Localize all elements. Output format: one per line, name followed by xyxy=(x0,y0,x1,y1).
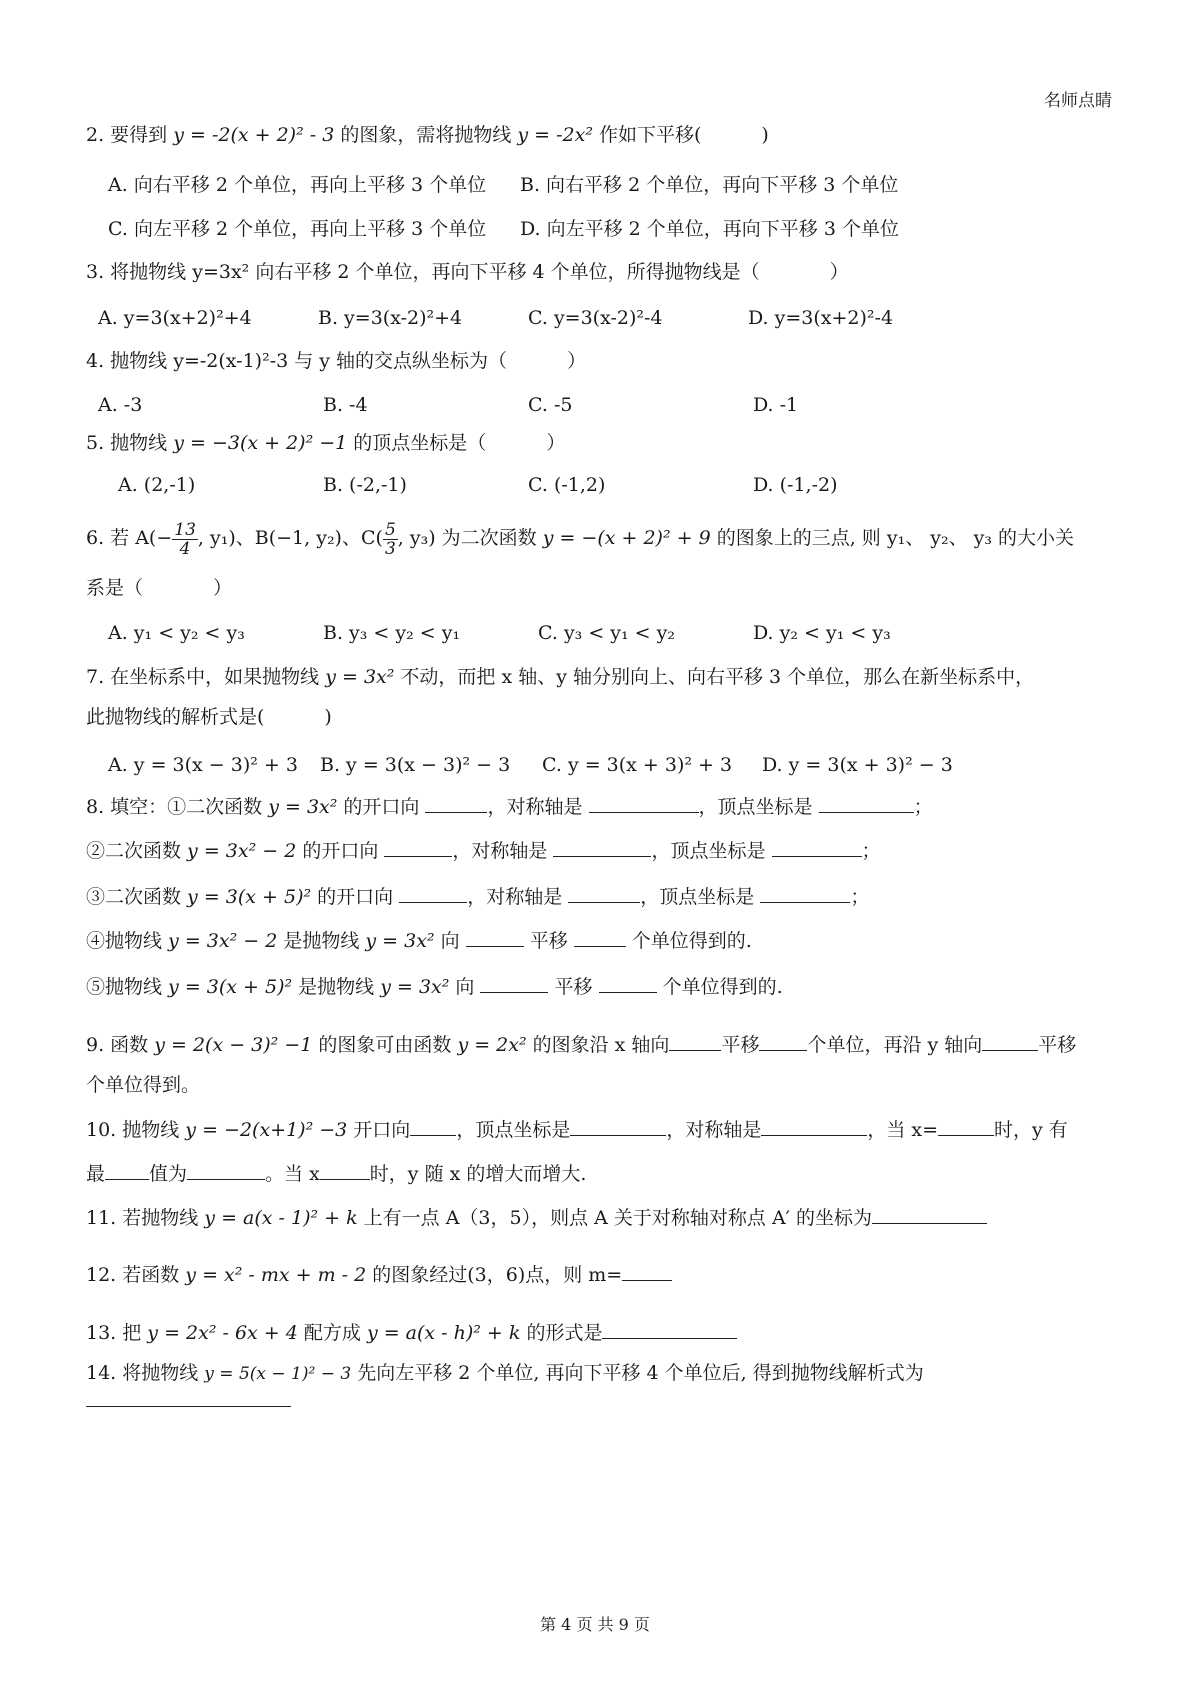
option-c: C. -5 xyxy=(528,394,573,416)
question-8-line3: ③二次函数 y = 3(x + 5)² 的开口向 ，对称轴是 ，顶点坐标是 ； xyxy=(86,886,870,908)
option-b: B. (-2,-1) xyxy=(323,474,407,496)
page-footer: 第 4 页 共 9 页 xyxy=(540,1615,650,1634)
answer-blank[interactable] xyxy=(602,1320,737,1339)
answer-blank[interactable] xyxy=(938,1117,994,1136)
answer-blank[interactable] xyxy=(410,1117,456,1136)
answer-blank[interactable] xyxy=(187,1161,265,1180)
question-4-options xyxy=(98,390,798,420)
fraction-13-4: $\frac{13}{4}$ xyxy=(174,519,196,559)
answer-blank[interactable] xyxy=(105,1161,149,1180)
question-3-options xyxy=(98,303,893,333)
question-12: 12. 若函数 y = x² - mx + m - 2 的图象经过(3，6)点，则 m= xyxy=(86,1260,672,1290)
answer-blank[interactable] xyxy=(320,1161,370,1180)
question-11: 11. 若抛物线 y = a(x - 1)² + k 上有一点 A（3，5），则点 A 关于对称轴对称点 A′ 的坐标为 xyxy=(86,1203,987,1233)
option-b: B. y = 3(x − 3)² − 3 xyxy=(320,754,511,776)
answer-blank[interactable] xyxy=(425,794,487,813)
option-a: A. (2,-1) xyxy=(118,474,196,496)
answer-blank[interactable] xyxy=(622,1262,672,1281)
answer-blank[interactable] xyxy=(589,794,699,813)
page-header: 名师点睛 xyxy=(1044,91,1112,111)
option-d: D. (-1,-2) xyxy=(753,474,838,496)
option-a: A. y = 3(x − 3)² + 3 xyxy=(108,754,298,776)
answer-blank[interactable] xyxy=(759,1032,807,1051)
option-a: A. 向右平移 2 个单位，再向上平移 3 个单位 xyxy=(108,174,487,196)
option-b: B. y₃ < y₂ < y₁ xyxy=(323,622,461,644)
answer-blank[interactable] xyxy=(872,1205,987,1224)
option-d: D. y = 3(x + 3)² − 3 xyxy=(762,754,953,776)
answer-blank[interactable] xyxy=(568,884,640,903)
question-6-line2: 系是（ ） xyxy=(86,577,233,599)
answer-blank[interactable] xyxy=(761,1117,867,1136)
answer-blank[interactable] xyxy=(599,974,657,993)
answer-blank[interactable] xyxy=(760,884,850,903)
question-13: 13. 把 y = 2x² - 6x + 4 配方成 y = a(x - h)² + k 的形式是 xyxy=(86,1318,737,1348)
answer-blank[interactable] xyxy=(669,1032,721,1051)
answer-blank[interactable] xyxy=(384,838,452,857)
answer-blank[interactable] xyxy=(819,794,914,813)
question-6-options xyxy=(108,618,891,648)
answer-blank[interactable] xyxy=(86,1388,291,1407)
question-2-stem: 2. 要得到 y = -2(x + 2)² - 3 的图象，需将抛物线 y = -2x² 作如下平移( ) xyxy=(86,124,769,146)
option-d: D. y=3(x+2)²-4 xyxy=(748,307,894,329)
question-7-stem: 7. 在坐标系中，如果抛物线 y = 3x² 不动，而把 x 轴、y 轴分别向上、向右平移 3 个单位，那么在新坐标系中， xyxy=(86,666,1035,688)
question-3-stem: 3. 将抛物线 y=3x² 向右平移 2 个单位，再向下平移 4 个单位，所得抛物线是（ ） xyxy=(86,261,849,283)
question-6-stem: 6. 若 A(− $\frac{13}{4}$ , y₁)、B(−1, y₂)、C( $\frac{5}{3}$ , y₃) 为二次函数 y = −(x + 2)² + 9 的图象上的三点, 则 y₁、 y₂、 y₃ 的大小关 xyxy=(86,519,1075,559)
question-8-line1: 8. 填空：①二次函数 y = 3x² 的开口向 ，对称轴是 ，顶点坐标是 ； xyxy=(86,796,933,818)
option-d: D. -1 xyxy=(753,394,799,416)
option-a: A. y=3(x+2)²+4 xyxy=(98,307,252,329)
question-8-line5: ⑤抛物线 y = 3(x + 5)² 是抛物线 y = 3x² 向 平移 个单位得到的. xyxy=(86,976,783,998)
question-7-line2: 此抛物线的解析式是( ) xyxy=(86,706,332,728)
option-b: B. -4 xyxy=(323,394,368,416)
fraction-5-3: $\frac{5}{3}$ xyxy=(384,519,396,559)
question-10-line2: 最 值为 。当 x 时，y 随 x 的增大而增大. xyxy=(86,1163,587,1185)
answer-blank[interactable] xyxy=(772,838,862,857)
option-c: C. 向左平移 2 个单位，再向上平移 3 个单位 xyxy=(108,218,487,240)
option-b: B. 向右平移 2 个单位，再向下平移 3 个单位 xyxy=(520,174,899,196)
question-5-options xyxy=(118,470,838,500)
question-2-options-row2 xyxy=(108,214,899,244)
question-5-stem: 5. 抛物线 y = −3(x + 2)² −1 的顶点坐标是（ ） xyxy=(86,432,566,454)
answer-blank[interactable] xyxy=(466,928,524,947)
question-2-options-row1 xyxy=(108,170,898,200)
option-d: D. y₂ < y₁ < y₃ xyxy=(753,622,891,644)
answer-blank[interactable] xyxy=(480,974,548,993)
option-d: D. 向左平移 2 个单位，再向下平移 3 个单位 xyxy=(520,218,899,240)
answer-blank[interactable] xyxy=(574,928,626,947)
question-8-line2: ②二次函数 y = 3x² − 2 的开口向 ，对称轴是 ，顶点坐标是 ； xyxy=(86,840,881,862)
option-a: A. y₁ < y₂ < y₃ xyxy=(108,622,245,644)
option-c: C. y = 3(x + 3)² + 3 xyxy=(542,754,733,776)
question-9-line1: 9. 函数 y = 2(x − 3)² −1 的图象可由函数 y = 2x² 的图象沿 x 轴向 平移 个单位，再沿 y 轴向 平移 xyxy=(86,1034,1077,1056)
option-a: A. -3 xyxy=(98,394,143,416)
question-4-stem: 4. 抛物线 y=-2(x-1)²-3 与 y 轴的交点纵坐标为（ ） xyxy=(86,350,587,372)
option-c: C. (-1,2) xyxy=(528,474,606,496)
question-7-options xyxy=(108,750,953,780)
option-c: C. y₃ < y₁ < y₂ xyxy=(538,622,675,644)
answer-blank[interactable] xyxy=(399,884,467,903)
answer-blank[interactable] xyxy=(570,1117,666,1136)
answer-blank[interactable] xyxy=(553,838,651,857)
option-c: C. y=3(x-2)²-4 xyxy=(528,307,663,329)
question-14: 14. 将抛物线 y = 5(x − 1)² − 3 先向左平移 2 个单位, 再向下平移 4 个单位后, 得到抛物线解析式为 xyxy=(86,1362,924,1384)
question-10-line1: 10. 抛物线 y = −2(x+1)² −3 开口向 ，顶点坐标是 ，对称轴是 ，当 x= 时，y 有 xyxy=(86,1119,1068,1141)
answer-blank[interactable] xyxy=(982,1032,1038,1051)
question-8-line4: ④抛物线 y = 3x² − 2 是抛物线 y = 3x² 向 平移 个单位得到的. xyxy=(86,930,752,952)
option-b: B. y=3(x-2)²+4 xyxy=(318,307,463,329)
question-9-line2: 个单位得到。 xyxy=(86,1074,201,1096)
